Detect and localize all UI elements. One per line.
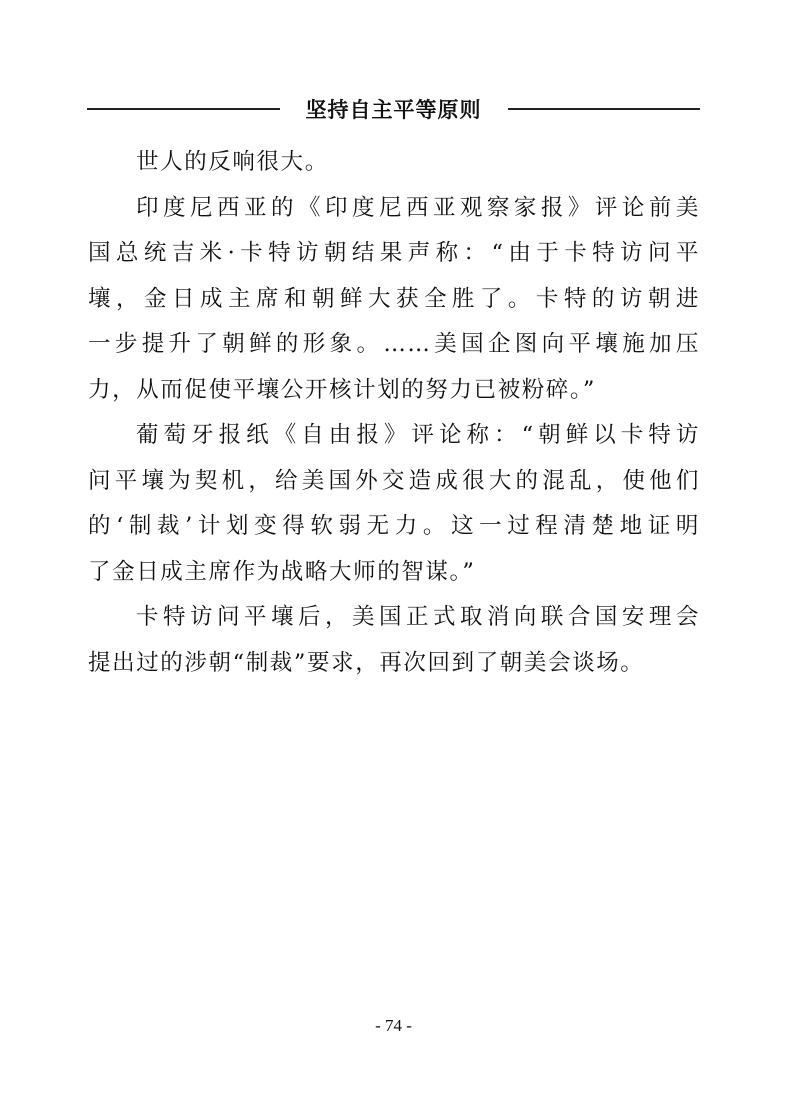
paragraph-line: 葡萄牙报纸《自由报》评论称：“朝鲜以卡特访 [136,422,700,448]
page-number: - 74 - [375,1016,412,1035]
paragraph-line: 提出过的涉朝“制裁”要求，再次回到了朝美会谈场。 [88,649,645,676]
header-title: 坚持自主平等原则 [305,98,482,122]
paragraph-line: 了金日成主席作为战略大师的智谋。” [88,558,476,585]
header-rule-right [508,108,701,110]
paragraph-line: 问平壤为契机，给美国外交造成很大的混乱，使他们 [88,467,700,494]
running-header [87,92,700,126]
paragraph-line: 世人的反响很大。 [136,149,329,175]
paragraph-line: 的‘制裁’计划变得软弱无力。这一过程清楚地证明 [88,513,700,539]
body-text [88,140,700,686]
paragraph-line: 卡特访问平壤后，美国正式取消向联合国安理会 [136,604,700,630]
paragraph-line: 力，从而促使平壤公开核计划的努力已被粉碎。” [88,376,596,403]
paragraph-line: 国总统吉米·卡特访朝结果声称：“由于卡特访问平 [88,240,700,266]
paragraph-line: 一步提升了朝鲜的形象。……美国企图向平壤施加压 [88,331,700,357]
header-rule-left [87,108,280,110]
paragraph-line: 壤，金日成主席和朝鲜大获全胜了。卡特的访朝进 [88,285,700,312]
paragraph-line: 印度尼西亚的《印度尼西亚观察家报》评论前美 [136,194,700,221]
